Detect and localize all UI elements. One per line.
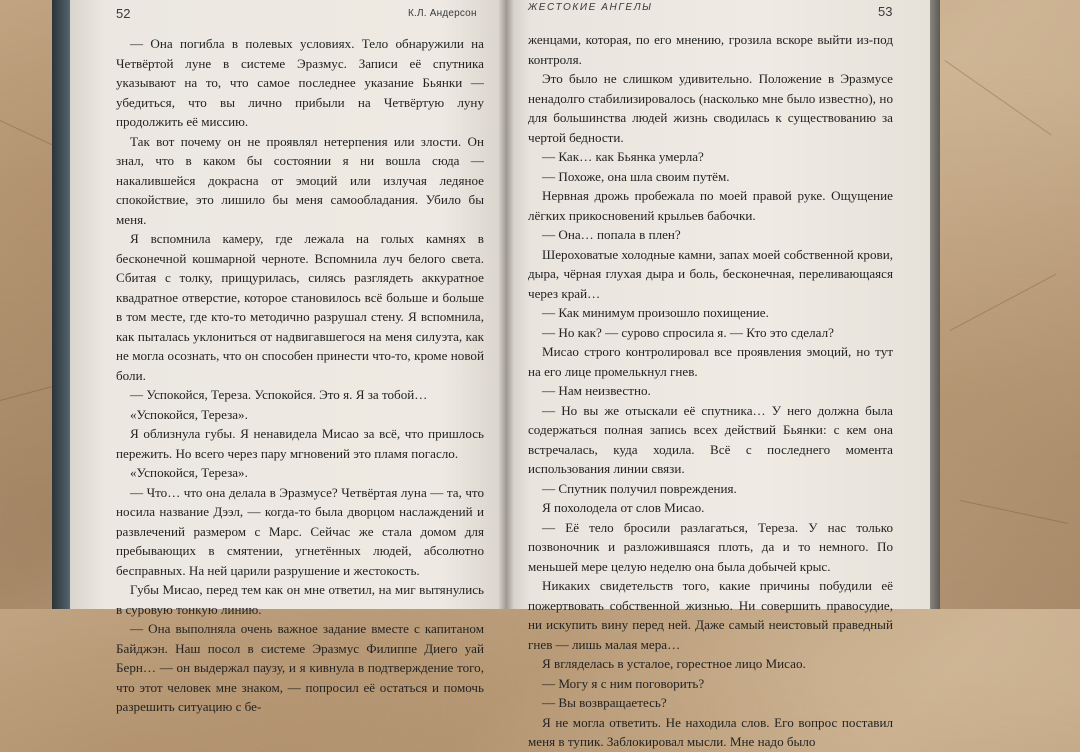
page-number-right: 53 [878, 4, 893, 19]
paragraph: Я вгляделась в усталое, горестное лицо Мисао. [542, 656, 806, 671]
paragraph: — Успокойся, Тереза. Успокойся. Это я. Я за тобой… [130, 387, 428, 402]
paragraph: — Но как? — сурово спросила я. — Кто это сделал? [542, 324, 834, 340]
paragraph: Так вот почему он не проявлял нетерпения или злости. Он знал, что в каком бы состоянии я ни вошла сюда — накалившейся докрасна от эмоций или излучая ледяное спокойствие, это лишило бы меня самообладания. Убило бы меня. [116, 133, 484, 227]
right-page [506, 0, 930, 749]
paragraph: — Она выполняла очень важное задание вместе с капитаном Байджэн. Наш посол в системе Эразмус Филиппе Диего уай Берн… — он выдержал паузу, и я кивнула в подтверждение того, что этот человек мне знаком, — попросил её остаться и помочь разрешить ситуацию с бе- [116, 621, 484, 714]
paragraph: — Спутник получил повреждения. [542, 480, 737, 496]
left-page [70, 0, 506, 714]
marble-vein [944, 60, 1051, 135]
paragraph: Это было не слишком удивительно. Положение в Эразмусе ненадолго стабилизировалось (насколько мне было известно), но для большинства людей жизнь сводилась к существованию за чертой бедности. [528, 71, 893, 145]
right-page-body [528, 30, 893, 752]
paragraph: — Вы возвращаетесь? [542, 695, 667, 710]
paragraph: — Она погибла в полевых условиях. Тело обнаружили на Четвёртой луне в системе Эразмус. Записи её спутника указывают на то, что самое последнее указание Бьянки — убедиться, что вы лично прибыли на Четвёртую луну продолжить её миссию. [116, 36, 484, 129]
paragraph: Шероховатые холодные камни, запах моей собственной крови, дыра, чёрная глухая дыра и боль, бесконечная, переливающаяся через край… [528, 246, 893, 301]
paragraph: — Но вы же отыскали её спутника… У него должна была содержаться полная запись всех действий Бьянки: с кем она встречалась, куда ходила. Всё с последнего момента использования линии связи. [528, 402, 893, 476]
paragraph: — Что… что она делала в Эразмусе? Четвёртая луна — та, что носила название Дээл, — когда-то была дворцом наслаждений и развлечений размером с Марс. Сейчас же стала домом для пребывающих в смятении, угнетённых людей, абсолютно бесправных. На ней царили разрушение и жестокость. [116, 484, 484, 578]
paragraph: — Её тело бросили разлагаться, Тереза. У нас только позвоночник и разложившаяся плоть, да и то немного. По меньшей мере целую неделю она была добычей крыс. [528, 519, 893, 574]
paragraph: «Успокойся, Тереза». [130, 406, 248, 422]
paragraph: Нервная дрожь пробежала по моей правой руке. Ощущение лёгких прикосновений крыльев бабочки. [528, 188, 893, 223]
left-page-body [116, 34, 484, 717]
paragraph: Мисао строго контролировал все проявления эмоций, но тут на его лице промелькнул гнев. [528, 344, 893, 379]
marble-vein [950, 274, 1056, 331]
paragraph: Губы Мисао, перед тем как он мне ответил, на миг вытянулись в суровую тонкую линию. [116, 582, 484, 617]
paragraph: «Успокойся, Тереза». [130, 465, 248, 480]
paragraph: Я вспомнила камеру, где лежала на голых камнях в бесконечной кошмарной черноте. Вспомнила луч белого света. Сбитая с толку, прищурилась, силясь разглядеть аккуратное квадратное отверстие, которое становилось всё больше и больше в том месте, где кто-то методично разрушал стену. Я вспомнила, как пыталась уклониться от надвигавшегося на меня силуэта, как не могла осознать, что он способен принести что-то, кроме новой боли. [116, 231, 484, 383]
paragraph: Я облизнула губы. Я ненавидела Мисао за всё, что пришлось пережить. Но всего через пару мгновений это пламя погасло. [116, 426, 484, 461]
paragraph: Я похолодела от слов Мисао. [542, 500, 705, 515]
paragraph-continuation: женцами, которая, по его мнению, грозила вскоре выйти из-под контроля. [528, 32, 893, 67]
paragraph: — Как… как Бьянка умерла? [542, 149, 704, 164]
paragraph: — Как минимум произошло похищение. [542, 305, 769, 320]
running-head-author: К.Л. Андерсон [408, 8, 477, 19]
marble-vein [960, 500, 1068, 524]
paragraph: Никаких свидетельств того, какие причины побудили её пожертвовать собственной жизнью. Ни совершить правосудие, ни искупить вину перед ней. Даже самый неистовый праведный гнев — лишь малая мера… [528, 578, 893, 652]
page-number-left: 52 [116, 6, 131, 21]
paragraph: — Она… попала в плен? [542, 227, 681, 242]
paragraph: — Могу я с ним поговорить? [542, 675, 705, 691]
book-gutter [498, 0, 514, 609]
paragraph: — Нам неизвестно. [542, 383, 651, 398]
paragraph: — Похоже, она шла своим путём. [542, 168, 730, 184]
running-head-title: ЖЕСТОКИЕ АНГЕЛЫ [528, 2, 653, 13]
paragraph: Я не могла ответить. Не находила слов. Его вопрос поставил меня в тупик. Заблокировал мысли. Мне надо было [528, 714, 893, 749]
